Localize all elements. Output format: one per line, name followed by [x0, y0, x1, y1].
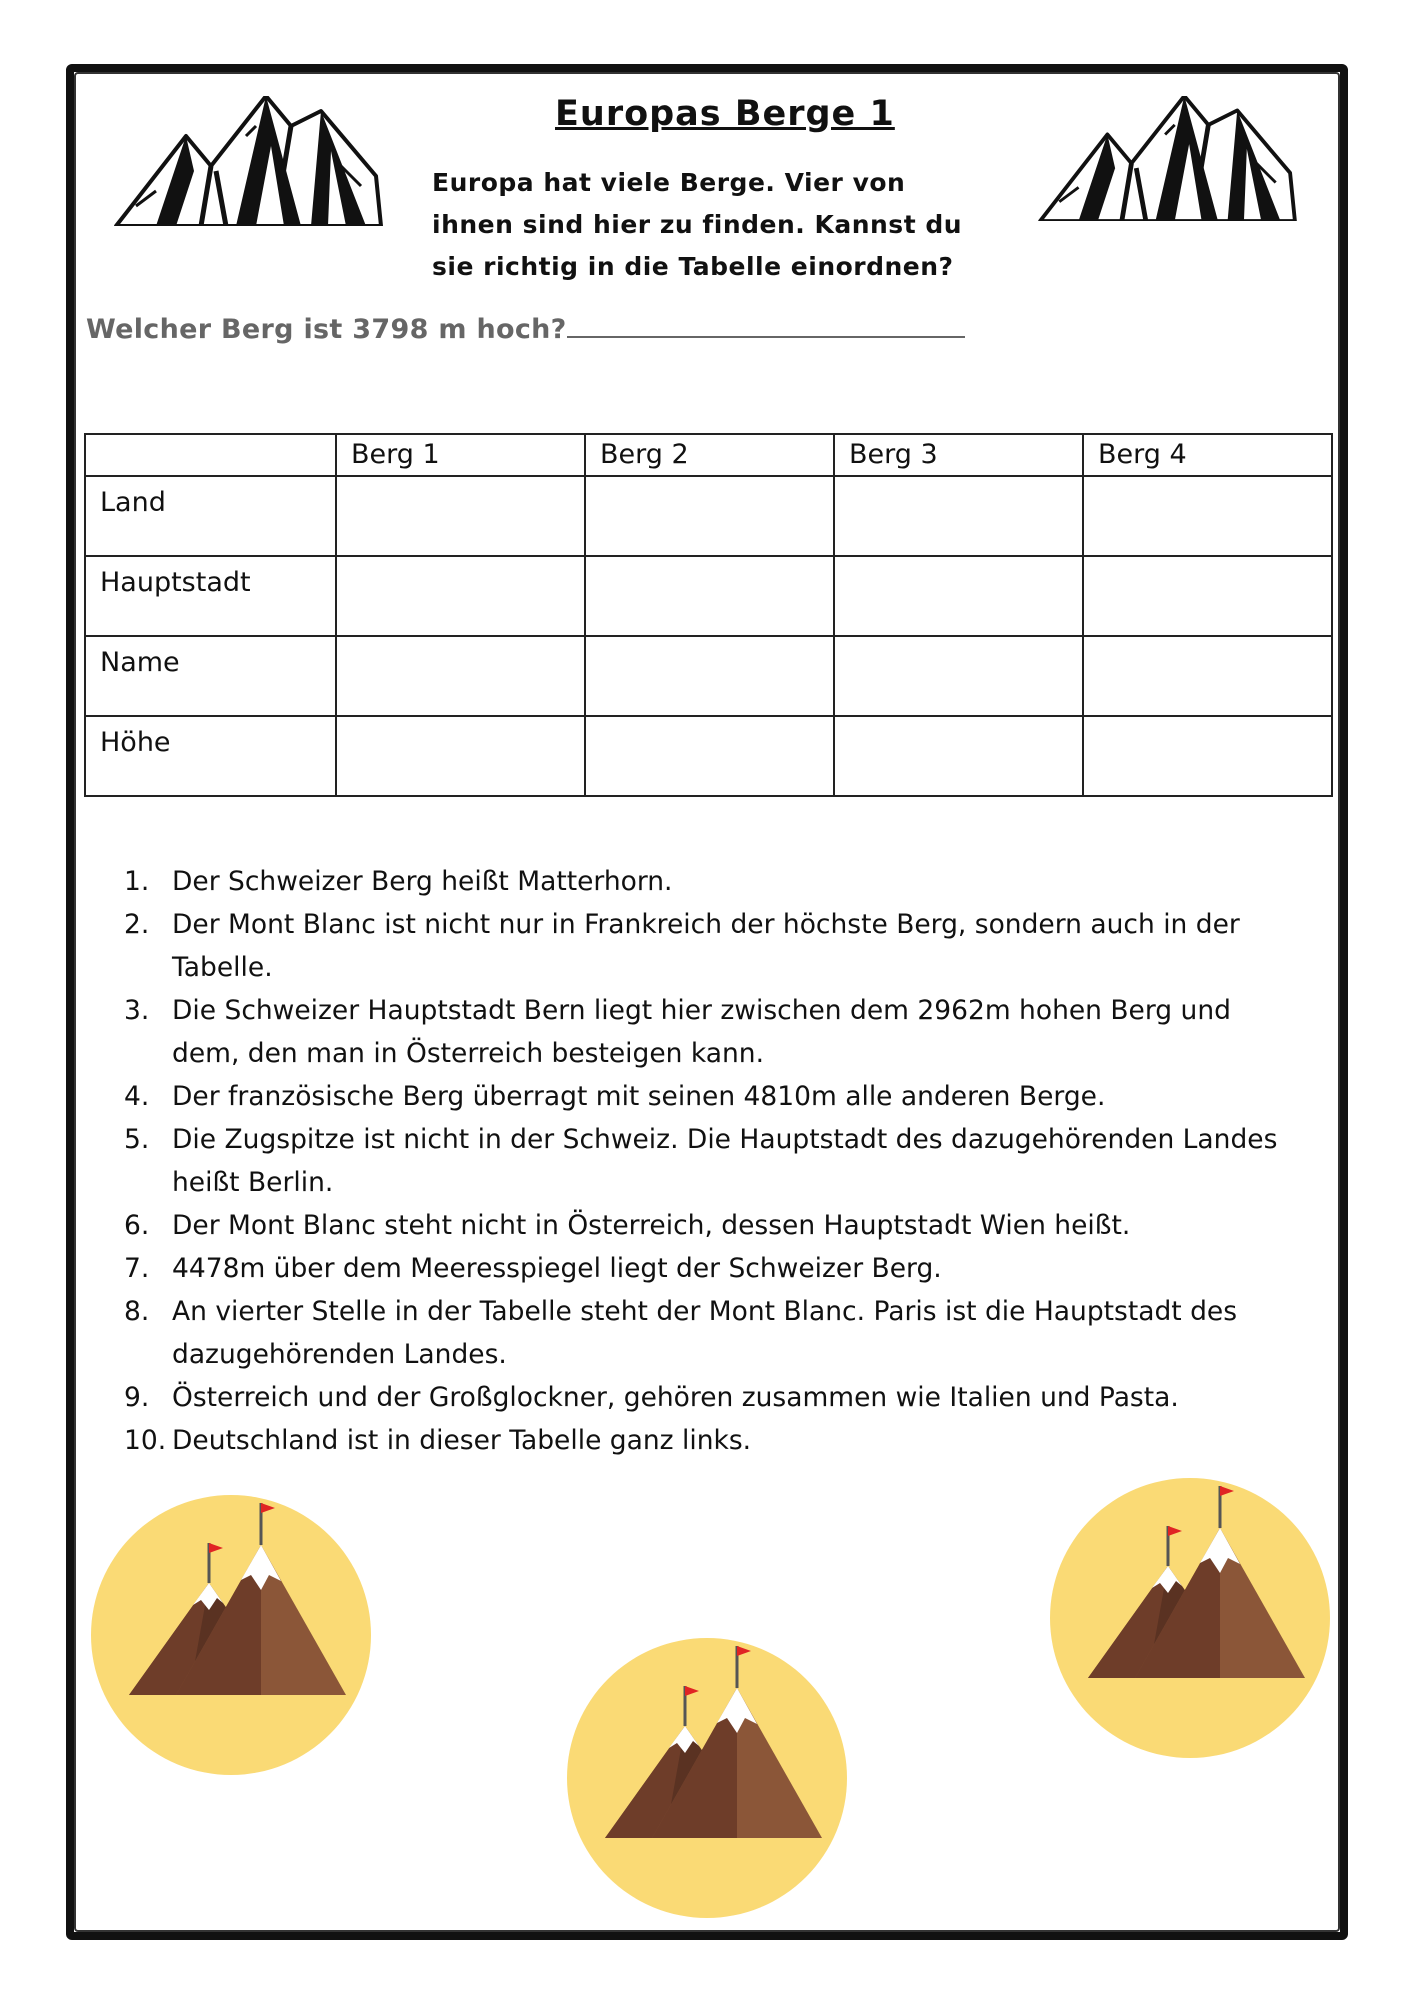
- answer-cell[interactable]: [834, 476, 1083, 556]
- table-row: [85, 716, 1332, 796]
- answer-cell[interactable]: [585, 556, 834, 636]
- clue-number: 6.: [124, 1210, 150, 1241]
- list-item: [124, 903, 1304, 989]
- clue-number: 1.: [124, 866, 150, 897]
- clue-number: 9.: [124, 1382, 150, 1413]
- clue-number: 4.: [124, 1081, 150, 1112]
- table-row: [85, 476, 1332, 556]
- clue-text: Die Schweizer Hauptstadt Bern liegt hier zwischen dem 2962m hohen Berg und dem, den man in Österreich besteigen kann.: [172, 995, 1231, 1069]
- question-text: Welcher Berg ist 3798 m hoch?: [86, 314, 567, 345]
- list-item: [124, 1075, 1304, 1118]
- clue-text: Deutschland ist in dieser Tabelle ganz links.: [172, 1425, 752, 1456]
- answer-cell[interactable]: [1083, 636, 1332, 716]
- list-item: [124, 1376, 1304, 1419]
- question-line: [86, 312, 965, 345]
- clue-text: An vierter Stelle in der Tabelle steht der Mont Blanc. Paris ist die Hauptstadt des dazugehörenden Landes.: [172, 1296, 1238, 1370]
- table-header-cell: Berg 2: [585, 434, 834, 476]
- answer-cell[interactable]: [834, 556, 1083, 636]
- clue-number: 5.: [124, 1124, 150, 1155]
- clue-text: Die Zugspitze ist nicht in der Schweiz. Die Hauptstadt des dazugehörenden Landes heißt Berlin.: [172, 1124, 1278, 1198]
- answer-table: [84, 433, 1333, 797]
- answer-cell[interactable]: [585, 636, 834, 716]
- row-label: Höhe: [85, 716, 336, 796]
- table-row: [85, 556, 1332, 636]
- clue-list: [124, 860, 1304, 1462]
- mountain-flag-icon: [567, 1638, 847, 1918]
- answer-cell[interactable]: [336, 636, 585, 716]
- answer-cell[interactable]: [1083, 556, 1332, 636]
- clue-number: 2.: [124, 909, 150, 940]
- mountain-sketch-icon: [1005, 96, 1330, 221]
- mountain-sketch-icon: [86, 96, 411, 226]
- table-header-cell: Berg 3: [834, 434, 1083, 476]
- mountain-flag-icon: [1050, 1478, 1330, 1758]
- clue-number: 3.: [124, 995, 150, 1026]
- clue-text: Der Schweizer Berg heißt Matterhorn.: [172, 866, 673, 897]
- list-item: [124, 1204, 1304, 1247]
- clue-text: Der französische Berg überragt mit seinen 4810m alle anderen Berge.: [172, 1081, 1106, 1112]
- mountain-flag-icon: [91, 1495, 371, 1775]
- answer-cell[interactable]: [336, 716, 585, 796]
- clue-text: 4478m über dem Meeresspiegel liegt der Schweizer Berg.: [172, 1253, 942, 1284]
- row-label: Hauptstadt: [85, 556, 336, 636]
- table-header-cell: [85, 434, 336, 476]
- clue-text: Der Mont Blanc ist nicht nur in Frankreich der höchste Berg, sondern auch in der Tabelle.: [172, 909, 1240, 983]
- clue-number: 7.: [124, 1253, 150, 1284]
- list-item: [124, 1419, 1304, 1462]
- clue-text: Österreich und der Großglockner, gehören zusammen wie Italien und Pasta.: [172, 1382, 1179, 1413]
- row-label: Land: [85, 476, 336, 556]
- answer-cell[interactable]: [1083, 476, 1332, 556]
- clue-number: 10.: [124, 1425, 167, 1456]
- row-label: Name: [85, 636, 336, 716]
- answer-cell[interactable]: [336, 556, 585, 636]
- answer-cell[interactable]: [834, 636, 1083, 716]
- list-item: [124, 1247, 1304, 1290]
- table-row: [85, 636, 1332, 716]
- answer-cell[interactable]: [585, 476, 834, 556]
- answer-cell[interactable]: [336, 476, 585, 556]
- list-item: [124, 1118, 1304, 1204]
- page-title: Europas Berge 1: [555, 94, 895, 134]
- table-header-cell: Berg 4: [1083, 434, 1332, 476]
- list-item: [124, 860, 1304, 903]
- answer-blank[interactable]: [567, 312, 965, 338]
- answer-cell[interactable]: [1083, 716, 1332, 796]
- clue-text: Der Mont Blanc steht nicht in Österreich, dessen Hauptstadt Wien heißt.: [172, 1210, 1131, 1241]
- list-item: [124, 1290, 1304, 1376]
- answer-cell[interactable]: [834, 716, 1083, 796]
- table-header-cell: Berg 1: [336, 434, 585, 476]
- clue-number: 8.: [124, 1296, 150, 1327]
- answer-cell[interactable]: [585, 716, 834, 796]
- list-item: [124, 989, 1304, 1075]
- intro-text: Europa hat viele Berge. Vier von ihnen sind hier zu finden. Kannst du sie richtig in die Tabelle einordnen?: [432, 168, 963, 281]
- table-header-row: [85, 434, 1332, 476]
